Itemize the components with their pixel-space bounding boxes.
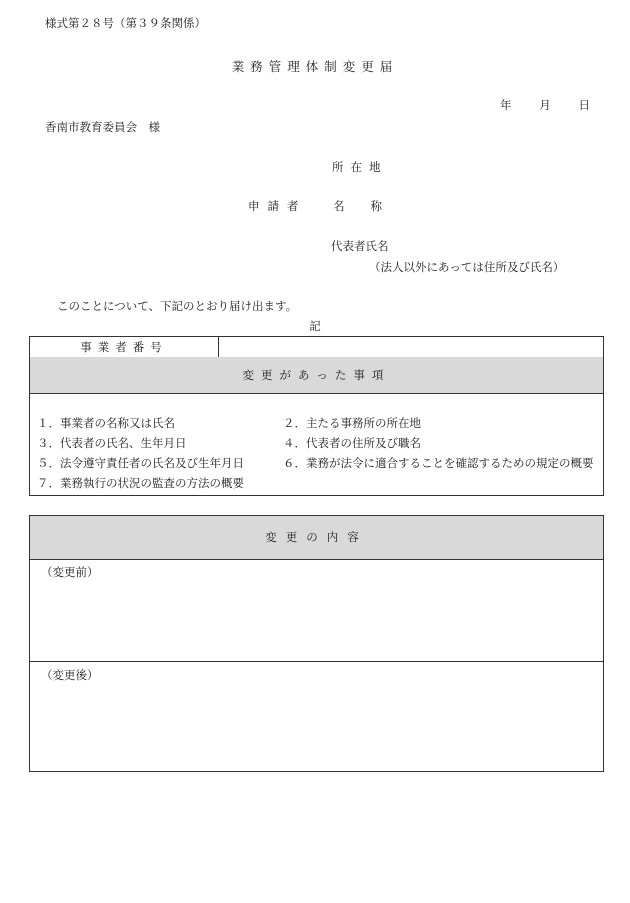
change-content-table [29,515,604,772]
changed-item: １．事業者の名称又は氏名 [37,416,175,430]
date-year-label: 年 [500,98,512,112]
date-day-label: 日 [578,98,590,112]
changed-item: ６．業務が法令に適合することを確認するための規定の概要 [283,456,594,470]
ki-heading: 記 [309,319,321,333]
name-label: 名称 [333,199,408,213]
applicant-label: 申請者 [248,199,307,213]
changed-items-header: 変更があった事項 [30,357,603,394]
before-change-section [30,559,603,662]
date-line [500,97,590,113]
document-title: 業務管理体制変更届 [231,59,399,74]
changed-item: ３．代表者の氏名、生年月日 [37,436,187,450]
after-change-label: （変更後） [41,668,99,682]
after-change-section [30,662,603,771]
form-number: 様式第２８号（第３９条関係） [45,16,206,30]
representative-note: （法人以外にあっては住所及び氏名） [369,260,565,274]
changed-item: ４．代表者の住所及び職名 [283,436,421,450]
before-change-field[interactable] [38,583,595,655]
changed-item: ７．業務執行の状況の監査の方法の概要 [37,476,244,490]
date-month-label: 月 [539,98,551,112]
after-change-field[interactable] [38,686,595,765]
representative-label: 代表者氏名 [331,239,389,253]
changed-items-table [29,336,604,496]
business-number-label: 事業者番号 [30,337,219,357]
addressee: 香南市教育委員会 様 [45,120,160,134]
change-content-header: 変更の内容 [30,516,603,560]
before-change-label: （変更前） [41,565,99,579]
location-label: 所在地 [332,160,388,174]
intro-text: このことについて、下記のとおり届け出ます。 [57,299,298,313]
business-number-row [30,337,603,358]
changed-item: ５．法令遵守責任者の氏名及び生年月日 [37,456,244,470]
changed-item: ２．主たる事務所の所在地 [283,416,421,430]
business-number-field[interactable] [219,337,603,357]
